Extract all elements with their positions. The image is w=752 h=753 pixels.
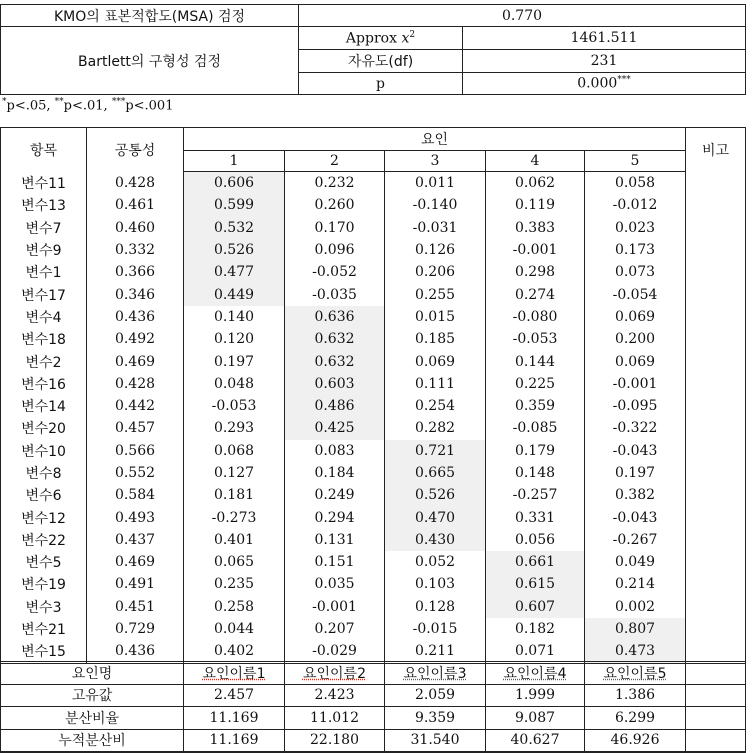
- variance-row-value: 6.299: [585, 707, 686, 730]
- loading-value: 0.401: [184, 529, 285, 551]
- loading-value: 0.249: [285, 484, 385, 506]
- commonality-value: 0.428: [87, 373, 184, 395]
- note-cell: [686, 373, 746, 395]
- table-row: [1, 350, 746, 372]
- df-label: 자유도(df): [299, 50, 463, 73]
- loading-value: 0.052: [385, 551, 486, 573]
- loading-value: 0.035: [285, 573, 385, 595]
- loading-value: 0.184: [285, 462, 385, 484]
- commonality-value: 0.469: [87, 551, 184, 573]
- loading-value: 0.206: [385, 261, 486, 283]
- table-row: [1, 373, 746, 395]
- loading-value: 0.260: [285, 194, 385, 216]
- table-row: [1, 194, 746, 216]
- table-row: [1, 283, 746, 305]
- item-name: 변수5: [1, 551, 87, 573]
- table-row: [1, 462, 746, 484]
- note-cell: [686, 707, 746, 730]
- loading-value: 0.058: [585, 172, 686, 195]
- factor-name-text: 요인이름1: [202, 665, 266, 682]
- loading-value: 0.430: [385, 529, 486, 551]
- loading-value: 0.182: [486, 618, 585, 640]
- table-row: [1, 596, 746, 618]
- note-cell: [686, 573, 746, 595]
- loading-value: -0.001: [285, 596, 385, 618]
- factor-loading-table: [0, 127, 746, 664]
- commonality-value: 0.442: [87, 395, 184, 417]
- loading-value: 0.526: [385, 484, 486, 506]
- commonality-value: 0.346: [87, 283, 184, 305]
- commonality-value: 0.461: [87, 194, 184, 216]
- item-name: 변수13: [1, 194, 87, 216]
- loading-value: 0.214: [585, 573, 686, 595]
- loading-value: 0.044: [184, 618, 285, 640]
- table-row: [1, 484, 746, 506]
- loading-value: 0.015: [385, 306, 486, 328]
- factor-summary-table: [0, 661, 746, 753]
- loading-value: 0.632: [285, 328, 385, 350]
- header-row-1: [1, 128, 746, 151]
- note-cell: [686, 440, 746, 462]
- kmo-row: [1, 5, 746, 27]
- variance-row-value: 11.169: [184, 707, 285, 730]
- factor-name-text: 요인이름2: [302, 665, 366, 682]
- loading-value: -0.001: [585, 373, 686, 395]
- table-row: [1, 529, 746, 551]
- commonality-value: 0.584: [87, 484, 184, 506]
- loading-value: 0.011: [385, 172, 486, 195]
- note-cell: [686, 484, 746, 506]
- loading-value: -0.029: [285, 640, 385, 663]
- note-text-2: p<.01,: [63, 98, 112, 114]
- commonality-value: 0.436: [87, 640, 184, 663]
- note-text-1: p<.05,: [6, 98, 55, 114]
- item-name: 변수3: [1, 596, 87, 618]
- table-row: [1, 172, 746, 195]
- commonality-value: 0.437: [87, 529, 184, 551]
- table-row: [1, 306, 746, 328]
- bartlett-label-text: Bartlett의 구형성 검정: [78, 53, 221, 70]
- commonality-value: 0.491: [87, 573, 184, 595]
- loading-value: 0.069: [585, 306, 686, 328]
- note-cell: [686, 506, 746, 528]
- loading-value: 0.807: [585, 618, 686, 640]
- item-name: 변수14: [1, 395, 87, 417]
- approx-row: [1, 27, 746, 50]
- note-cell: [686, 662, 746, 685]
- factor-name-row-value: [486, 662, 585, 685]
- loading-value: 0.083: [285, 440, 385, 462]
- item-name: 변수11: [1, 172, 87, 195]
- loading-value: 0.170: [285, 217, 385, 239]
- loading-value: 0.056: [486, 529, 585, 551]
- eigenvalue-row-value: 1.386: [585, 684, 686, 707]
- loading-value: 0.331: [486, 506, 585, 528]
- loading-value: -0.012: [585, 194, 686, 216]
- kmo-value: 0.770: [299, 5, 746, 27]
- loading-value: 0.049: [585, 551, 686, 573]
- loading-value: 0.002: [585, 596, 686, 618]
- factor-name-row-value: [285, 662, 385, 685]
- loading-value: 0.607: [486, 596, 585, 618]
- loading-value: 0.111: [385, 373, 486, 395]
- item-name: 변수2: [1, 350, 87, 372]
- loading-value: 0.048: [184, 373, 285, 395]
- loading-value: 0.179: [486, 440, 585, 462]
- note-cell: [686, 395, 746, 417]
- cumulative-row-value: 40.627: [486, 729, 585, 752]
- loading-value: 0.255: [385, 283, 486, 305]
- commonality-value: 0.469: [87, 350, 184, 372]
- note-cell: [686, 462, 746, 484]
- loading-value: -0.001: [486, 239, 585, 261]
- loading-value: -0.043: [585, 440, 686, 462]
- cumulative-row-value: 11.169: [184, 729, 285, 752]
- note-star-3: ***: [111, 97, 126, 107]
- note-text-3: p<.001: [125, 98, 174, 114]
- bartlett-label: [1, 27, 299, 95]
- item-name: 변수18: [1, 328, 87, 350]
- loading-value: 0.382: [585, 484, 686, 506]
- eigenvalue-row: [1, 684, 746, 707]
- note-cell: [686, 350, 746, 372]
- note-cell: [686, 283, 746, 305]
- eigenvalue-row-value: 2.423: [285, 684, 385, 707]
- loading-value: 0.603: [285, 373, 385, 395]
- loading-value: 0.131: [285, 529, 385, 551]
- table-row: [1, 551, 746, 573]
- factor-number-5: 5: [585, 151, 686, 172]
- factor-name-row-value: [585, 662, 686, 685]
- note-cell: [686, 618, 746, 640]
- loading-value: 0.126: [385, 239, 486, 261]
- loading-value: 0.274: [486, 283, 585, 305]
- table-row: [1, 573, 746, 595]
- header-commonality: 공통성: [87, 128, 184, 172]
- loading-value: 0.069: [585, 350, 686, 372]
- loading-value: 0.211: [385, 640, 486, 663]
- table-row: [1, 395, 746, 417]
- p-stars: ***: [617, 75, 631, 86]
- note-cell: [686, 328, 746, 350]
- item-name: 변수4: [1, 306, 87, 328]
- note-cell: [686, 261, 746, 283]
- note-star-1: *: [2, 97, 7, 107]
- loading-value: -0.054: [585, 283, 686, 305]
- loading-value: 0.103: [385, 573, 486, 595]
- loading-value: 0.140: [184, 306, 285, 328]
- item-name: 변수16: [1, 373, 87, 395]
- table-row: [1, 239, 746, 261]
- loading-value: 0.148: [486, 462, 585, 484]
- item-name: 변수17: [1, 283, 87, 305]
- loading-value: 0.127: [184, 462, 285, 484]
- loading-value: 0.128: [385, 596, 486, 618]
- approx-label-text: Approx: [345, 30, 402, 47]
- loading-value: 0.383: [486, 217, 585, 239]
- item-name: 변수22: [1, 529, 87, 551]
- table-row: [1, 618, 746, 640]
- item-name: 변수9: [1, 239, 87, 261]
- commonality-value: 0.729: [87, 618, 184, 640]
- variance-row-value: 11.012: [285, 707, 385, 730]
- factor-number-2: 2: [285, 151, 385, 172]
- p-value-text: 0.000: [577, 75, 618, 92]
- item-name: 변수8: [1, 462, 87, 484]
- note-cell: [686, 529, 746, 551]
- loading-value: -0.043: [585, 506, 686, 528]
- loading-value: -0.085: [486, 417, 585, 439]
- loading-value: 0.665: [385, 462, 486, 484]
- commonality-value: 0.428: [87, 172, 184, 195]
- table-row: [1, 217, 746, 239]
- factor-name-row: [1, 662, 746, 685]
- approx-label: [299, 27, 463, 50]
- item-name: 변수19: [1, 573, 87, 595]
- loading-value: 0.068: [184, 440, 285, 462]
- commonality-value: 0.451: [87, 596, 184, 618]
- loading-value: -0.267: [585, 529, 686, 551]
- loading-value: -0.257: [486, 484, 585, 506]
- loading-value: 0.636: [285, 306, 385, 328]
- loading-value: 0.632: [285, 350, 385, 372]
- loading-value: 0.235: [184, 573, 285, 595]
- chi-sup: 2: [409, 29, 416, 40]
- note-cell: [686, 684, 746, 707]
- commonality-value: 0.332: [87, 239, 184, 261]
- commonality-value: 0.552: [87, 462, 184, 484]
- cumulative-row-value: 46.926: [585, 729, 686, 752]
- loading-value: 0.486: [285, 395, 385, 417]
- loading-value: 0.294: [285, 506, 385, 528]
- note-cell: [686, 172, 746, 195]
- loading-value: 0.119: [486, 194, 585, 216]
- note-cell: [686, 217, 746, 239]
- loading-value: 0.449: [184, 283, 285, 305]
- note-cell: [686, 551, 746, 573]
- factor-number-1: 1: [184, 151, 285, 172]
- loading-value: 0.200: [585, 328, 686, 350]
- loading-value: 0.258: [184, 596, 285, 618]
- loading-value: 0.532: [184, 217, 285, 239]
- table-row: [1, 328, 746, 350]
- loading-value: 0.402: [184, 640, 285, 663]
- loading-value: -0.095: [585, 395, 686, 417]
- approx-value: 1461.511: [463, 27, 746, 50]
- note-star-2: **: [54, 97, 64, 107]
- loading-value: -0.140: [385, 194, 486, 216]
- loading-value: 0.173: [585, 239, 686, 261]
- loading-value: 0.293: [184, 417, 285, 439]
- loading-value: 0.298: [486, 261, 585, 283]
- table-row: [1, 261, 746, 283]
- item-name: 변수12: [1, 506, 87, 528]
- loading-value: 0.071: [486, 640, 585, 663]
- item-name: 변수20: [1, 417, 87, 439]
- variance-row-value: 9.087: [486, 707, 585, 730]
- item-name: 변수7: [1, 217, 87, 239]
- loading-value: 0.359: [486, 395, 585, 417]
- loading-value: -0.080: [486, 306, 585, 328]
- loading-value: 0.425: [285, 417, 385, 439]
- factor-name-row-label: 요인명: [1, 662, 184, 685]
- loading-value: 0.225: [486, 373, 585, 395]
- loading-value: 0.661: [486, 551, 585, 573]
- loading-value: 0.096: [285, 239, 385, 261]
- cumulative-row-label: 누적분산비: [1, 729, 184, 752]
- item-name: 변수6: [1, 484, 87, 506]
- significance-note: [2, 97, 173, 113]
- loading-value: 0.207: [285, 618, 385, 640]
- note-cell: [686, 729, 746, 752]
- loading-value: -0.053: [486, 328, 585, 350]
- factor-number-3: 3: [385, 151, 486, 172]
- summary-table: [0, 4, 746, 95]
- commonality-value: 0.566: [87, 440, 184, 462]
- loading-value: 0.181: [184, 484, 285, 506]
- loading-value: 0.526: [184, 239, 285, 261]
- loading-value: 0.197: [184, 350, 285, 372]
- loading-value: 0.254: [385, 395, 486, 417]
- header-factor: 요인: [184, 128, 686, 151]
- loading-value: 0.599: [184, 194, 285, 216]
- loading-value: 0.023: [585, 217, 686, 239]
- factor-name-row-value: [184, 662, 285, 685]
- commonality-value: 0.436: [87, 306, 184, 328]
- note-cell: [686, 306, 746, 328]
- factor-name-text: 요인이름4: [503, 665, 567, 682]
- loading-value: 0.721: [385, 440, 486, 462]
- item-name: 변수21: [1, 618, 87, 640]
- variance-row-value: 9.359: [385, 707, 486, 730]
- table-row: [1, 440, 746, 462]
- commonality-value: 0.460: [87, 217, 184, 239]
- loading-value: 0.282: [385, 417, 486, 439]
- cumulative-row-value: 22.180: [285, 729, 385, 752]
- loading-value: 0.477: [184, 261, 285, 283]
- table-row: [1, 417, 746, 439]
- factor-number-4: 4: [486, 151, 585, 172]
- factor-name-text: 요인이름5: [603, 665, 667, 682]
- note-cell: [686, 194, 746, 216]
- loading-value: -0.322: [585, 417, 686, 439]
- commonality-value: 0.366: [87, 261, 184, 283]
- p-value: [463, 73, 746, 95]
- loading-value: 0.120: [184, 328, 285, 350]
- table-row: [1, 506, 746, 528]
- loading-value: 0.151: [285, 551, 385, 573]
- loading-value: 0.062: [486, 172, 585, 195]
- eigenvalue-row-value: 1.999: [486, 684, 585, 707]
- loading-value: -0.052: [285, 261, 385, 283]
- commonality-value: 0.492: [87, 328, 184, 350]
- item-name: 변수1: [1, 261, 87, 283]
- note-cell: [686, 596, 746, 618]
- header-item: 항목: [1, 128, 87, 172]
- note-cell: [686, 417, 746, 439]
- cumulative-row-value: 31.540: [385, 729, 486, 752]
- loading-value: -0.035: [285, 283, 385, 305]
- eigenvalue-row-value: 2.457: [184, 684, 285, 707]
- variance-row: [1, 707, 746, 730]
- factor-name-row-value: [385, 662, 486, 685]
- loading-value: 0.144: [486, 350, 585, 372]
- loading-value: -0.031: [385, 217, 486, 239]
- kmo-label: KMO의 표본적합도(MSA) 검정: [1, 5, 299, 27]
- factor-name-text: 요인이름3: [403, 665, 467, 682]
- item-name: 변수10: [1, 440, 87, 462]
- p-label: p: [299, 73, 463, 95]
- loading-value: 0.232: [285, 172, 385, 195]
- loading-value: -0.053: [184, 395, 285, 417]
- commonality-value: 0.457: [87, 417, 184, 439]
- loading-value: 0.606: [184, 172, 285, 195]
- loading-value: 0.473: [585, 640, 686, 663]
- chi-symbol: x: [401, 30, 410, 47]
- commonality-value: 0.493: [87, 506, 184, 528]
- eigenvalue-row-value: 2.059: [385, 684, 486, 707]
- item-name: 변수15: [1, 640, 87, 663]
- loading-value: 0.065: [184, 551, 285, 573]
- df-value: 231: [463, 50, 746, 73]
- loading-value: 0.197: [585, 462, 686, 484]
- loading-value: 0.073: [585, 261, 686, 283]
- cumulative-row: [1, 729, 746, 752]
- loading-value: 0.470: [385, 506, 486, 528]
- header-note: 비고: [686, 128, 746, 172]
- variance-row-label: 분산비율: [1, 707, 184, 730]
- table-row: [1, 640, 746, 663]
- loading-value: 0.069: [385, 350, 486, 372]
- loading-value: 0.185: [385, 328, 486, 350]
- loading-value: -0.273: [184, 506, 285, 528]
- note-cell: [686, 640, 746, 663]
- loading-value: -0.015: [385, 618, 486, 640]
- loading-value: 0.615: [486, 573, 585, 595]
- eigenvalue-row-label: 고유값: [1, 684, 184, 707]
- note-cell: [686, 239, 746, 261]
